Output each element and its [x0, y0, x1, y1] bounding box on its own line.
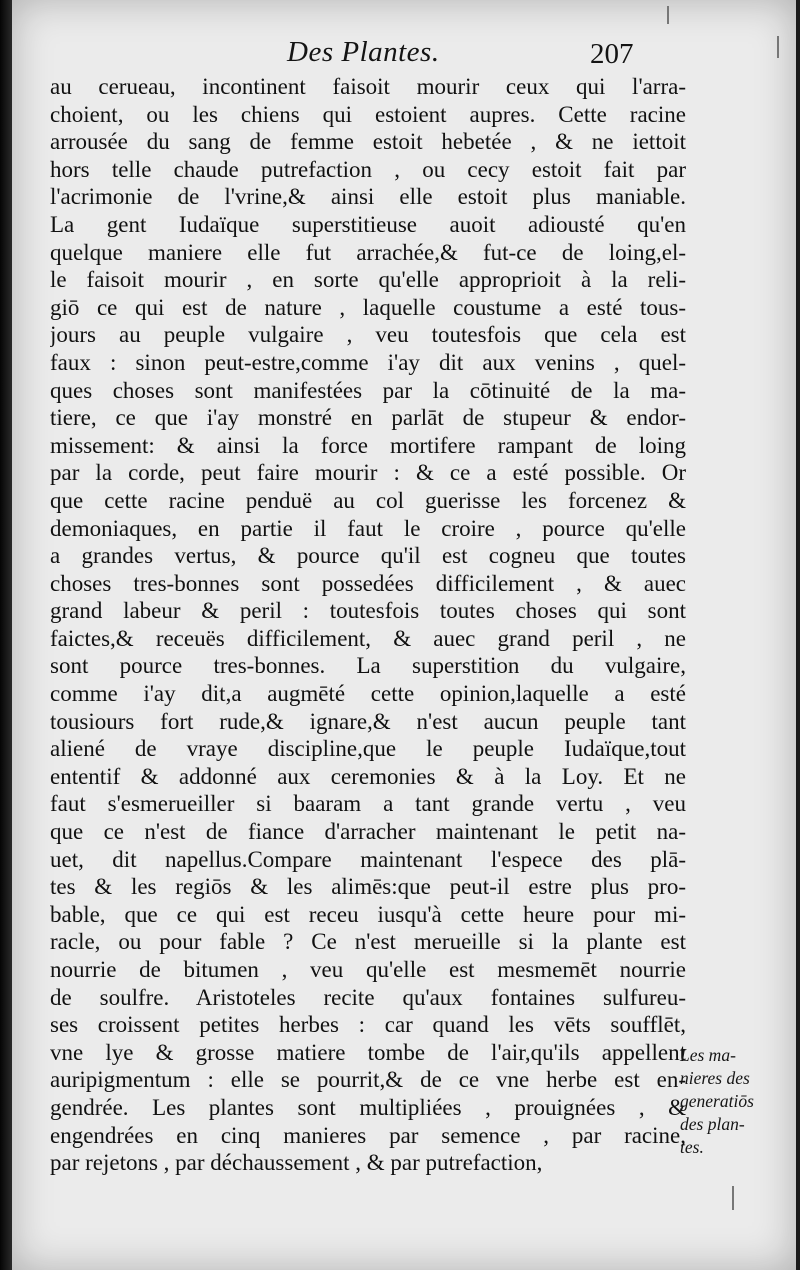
text-line: choses tres-bonnes sont possedées difficilement , & auec — [50, 570, 686, 596]
text-line: par rejetons , par déchaussement , & par putrefaction, — [50, 1150, 543, 1176]
text-line: uet, dit napellus.Compare maintenant l'espece des plā- — [50, 846, 686, 872]
margin-note-line: generatiōs — [680, 1091, 754, 1111]
text-line: hors telle chaude putrefaction , ou cecy estoit fait par — [50, 156, 686, 182]
text-line: au cerueau, incontinent faisoit mourir ceux qui l'arra- — [50, 74, 686, 99]
text-line: ententif & addonné aux ceremonies & à la Loy. Et ne — [50, 763, 686, 789]
text-line: choient, ou les chiens qui estoient aupres. Cette racine — [50, 101, 686, 127]
text-line: demoniaques, en partie il faut le croire , pource qu'elle — [50, 515, 686, 541]
text-line: tes & les regiōs & les alimēs:que peut-il estre plus pro- — [50, 874, 686, 900]
text-line: faictes,& receuës difficilement, & auec grand peril , ne — [50, 625, 686, 651]
page-number: 207 — [590, 38, 634, 70]
text-line: l'acrimonie de l'vrine,& ainsi elle estoit plus maniable. — [50, 184, 686, 210]
text-line: bable, que ce qui est receu iusqu'à cette heure pour mi- — [50, 901, 686, 927]
margin-note-line: des plan- — [680, 1114, 745, 1134]
text-line: gendrée. Les plantes sont multipliées , prouignées , & — [50, 1094, 686, 1120]
text-line: racle, ou pour fable ? Ce n'est merueille si la plante est — [50, 929, 686, 955]
text-line: comme i'ay dit,a augmēté cette opinion,laquelle a esté — [50, 681, 686, 707]
text-line: sont pource tres-bonnes. La superstition du vulgaire, — [50, 653, 686, 679]
text-line: grand labeur & peril : toutesfois toutes choses qui sont — [50, 598, 686, 624]
book-gutter — [0, 0, 12, 1270]
text-line: de soulfre. Aristoteles recite qu'aux fontaines sulfureu- — [50, 984, 686, 1010]
text-line: arrousée du sang de femme estoit hebetée , & ne iettoit — [50, 129, 686, 155]
page-edge-mark — [777, 36, 779, 58]
margin-note-line: Les ma- — [680, 1045, 736, 1065]
margin-note-line: tes. — [680, 1137, 704, 1157]
page-edge-mark — [732, 1186, 734, 1210]
text-line: aliené de vraye discipline,que le peuple Iudaïque,tout — [50, 736, 686, 762]
book-page — [12, 0, 796, 1270]
page-header — [12, 30, 796, 70]
text-line: vne lye & grosse matiere tombe de l'air,qu'ils appellent — [50, 1039, 686, 1065]
text-line: par la corde, peut faire mourir : & ce a esté possible. Or — [50, 460, 686, 486]
margin-note — [680, 1044, 786, 1159]
margin-note-line: nieres des — [680, 1068, 750, 1088]
text-line: ses croissent petites herbes : car quand les vēts soufflēt, — [50, 1012, 686, 1038]
text-line: que ce n'est de fiance d'arracher maintenant le petit na- — [50, 819, 686, 845]
text-line: engendrées en cinq manieres par semence , par racine, — [50, 1122, 686, 1148]
text-line: tousiours fort rude,& ignare,& n'est aucun peuple tant — [50, 708, 686, 734]
text-line: faut s'esmerueiller si baaram a tant grande vertu , veu — [50, 791, 686, 817]
text-line: faux : sinon peut-estre,comme i'ay dit aux venins , quel- — [50, 349, 686, 375]
text-line: La gent Iudaïque superstitieuse auoit adiousté qu'en — [50, 211, 686, 237]
body-text — [50, 73, 686, 1177]
page-edge-mark — [667, 6, 669, 24]
text-line: auripigmentum : elle se pourrit,& de ce vne herbe est en- — [50, 1067, 686, 1093]
text-line: tiere, ce que i'ay monstré en parlāt de stupeur & endor- — [50, 405, 686, 431]
text-line: le faisoit mourir , en sorte qu'elle approprioit à la reli- — [50, 267, 686, 293]
text-line: jours au peuple vulgaire , veu toutesfois que cela est — [50, 322, 686, 348]
text-line: nourrie de bitumen , veu qu'elle est mesmemēt nourrie — [50, 957, 686, 982]
text-line: a grandes vertus, & pource qu'il est cogneu que toutes — [50, 543, 686, 569]
text-line: que cette racine penduë au col guerisse les forcenez & — [50, 487, 686, 513]
text-line: ques choses sont manifestées par la cōtinuité de la ma- — [50, 377, 686, 403]
text-line: giō ce qui est de nature , laquelle coustume a esté tous- — [50, 294, 686, 320]
text-line: quelque maniere elle fut arrachée,& fut-ce de loing,el- — [50, 239, 686, 265]
running-title: Des Plantes. — [287, 36, 440, 68]
text-line: missement: & ainsi la force mortifere rampant de loing — [50, 432, 686, 458]
